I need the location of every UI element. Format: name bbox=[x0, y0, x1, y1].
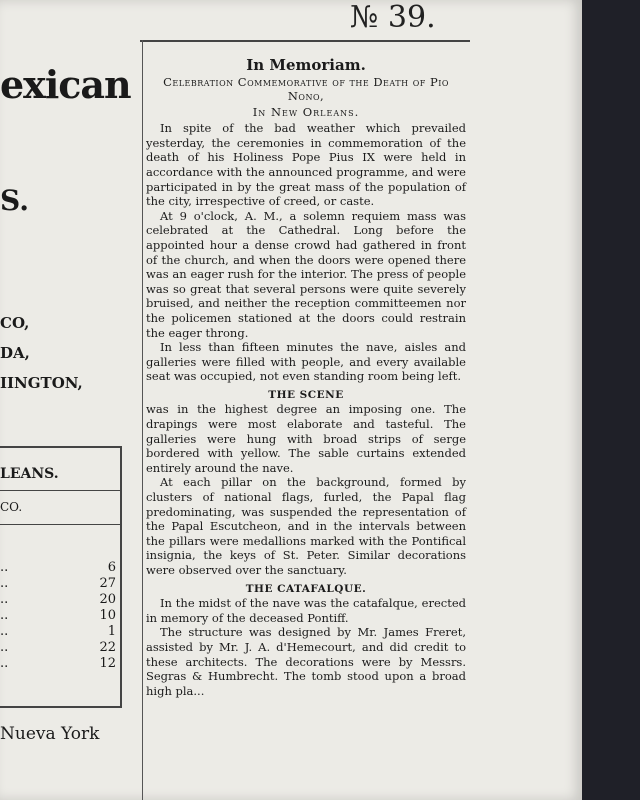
place-line: CO, bbox=[0, 314, 30, 332]
section-heading: THE SCENE bbox=[268, 388, 344, 401]
article-dateline: In New Orleans. bbox=[252, 104, 360, 119]
paragraph: In spite of the bad weather which prevailed yesterday, the ceremonies in commemoration of the death of his Holiness Pope Pius IX were held in accordance with the announced programme, and were participated in by the great mass of the population of the city, irrespective of creed, or caste. bbox=[146, 121, 466, 209]
table-heading: LEANS. bbox=[0, 466, 59, 482]
table-row: .. 20 bbox=[0, 592, 116, 607]
masthead: exican bbox=[0, 62, 131, 107]
paragraph: The structure was designed by Mr. James Freret, assisted by Mr. J. A. d'Hemecourt, and did credit to these architects. The decorations were by Messrs. Segras & Humbrecht. The tomb stood upon a broad high pla... bbox=[146, 625, 466, 698]
masthead-fragment: S. bbox=[0, 184, 29, 217]
issue-number: № 39. bbox=[350, 0, 436, 35]
paragraph: At each pillar on the background, formed by clusters of national flags, furled, the Papal flag predominating, was suspended the representation of the Papal Escutcheon, and in the intervals between the pillars were medallions marked with the Pontifical insignia, the keys of St. Peter. Similar decorations were observed over the sanctuary. bbox=[146, 475, 466, 577]
table-row: .. 10 bbox=[0, 608, 116, 623]
table-row: .. 1 bbox=[0, 624, 116, 639]
column-rule bbox=[142, 40, 143, 800]
paragraph: was in the highest degree an imposing one. The drapings were most elaborate and tasteful. The galleries were hung with broad strips of serge bordered with yellow. The sable curtains extended entirely around the nave. bbox=[146, 402, 466, 475]
place-line: DA, bbox=[0, 344, 30, 362]
table-row: .. 22 bbox=[0, 640, 116, 655]
dark-background bbox=[582, 0, 640, 800]
paragraph: In the midst of the nave was the catafalque, erected in memory of the deceased Pontiff. bbox=[146, 596, 466, 625]
header-rule bbox=[140, 40, 470, 42]
table-row: .. 12 bbox=[0, 656, 116, 671]
table-subheading: CO. bbox=[0, 500, 23, 514]
paragraph: In less than fifteen minutes the nave, aisles and galleries were filled with people, and every available seat was occupied, not even standing room being left. bbox=[146, 340, 466, 384]
place-line: IINGTON, bbox=[0, 374, 83, 392]
left-column bbox=[0, 44, 138, 800]
table-rule bbox=[0, 524, 120, 525]
section-heading: THE CATAFALQUE. bbox=[245, 582, 367, 595]
paragraph: At 9 o'clock, A. M., a solemn requiem mass was celebrated at the Cathedral. Long before the appointed hour a dense crowd had gathered in front of the church, and when the doors were opened there was an eager rush for the interior. The press of people was so great that several persons were quite severely bruised, and neither the reception committeemen nor the policemen stationed at the doors could restrain the eager throng. bbox=[146, 208, 466, 340]
footer-text: Nueva York bbox=[0, 724, 100, 744]
table-row: .. 6 bbox=[0, 560, 116, 575]
table-row: .. 27 bbox=[0, 576, 116, 591]
article-subtitle: Celebration Commemorative of the Death of Pio Nono, bbox=[163, 74, 449, 103]
article-title: In Memoriam. bbox=[246, 56, 366, 74]
article bbox=[146, 58, 466, 698]
table-box bbox=[0, 446, 122, 708]
table-rule bbox=[0, 490, 120, 491]
